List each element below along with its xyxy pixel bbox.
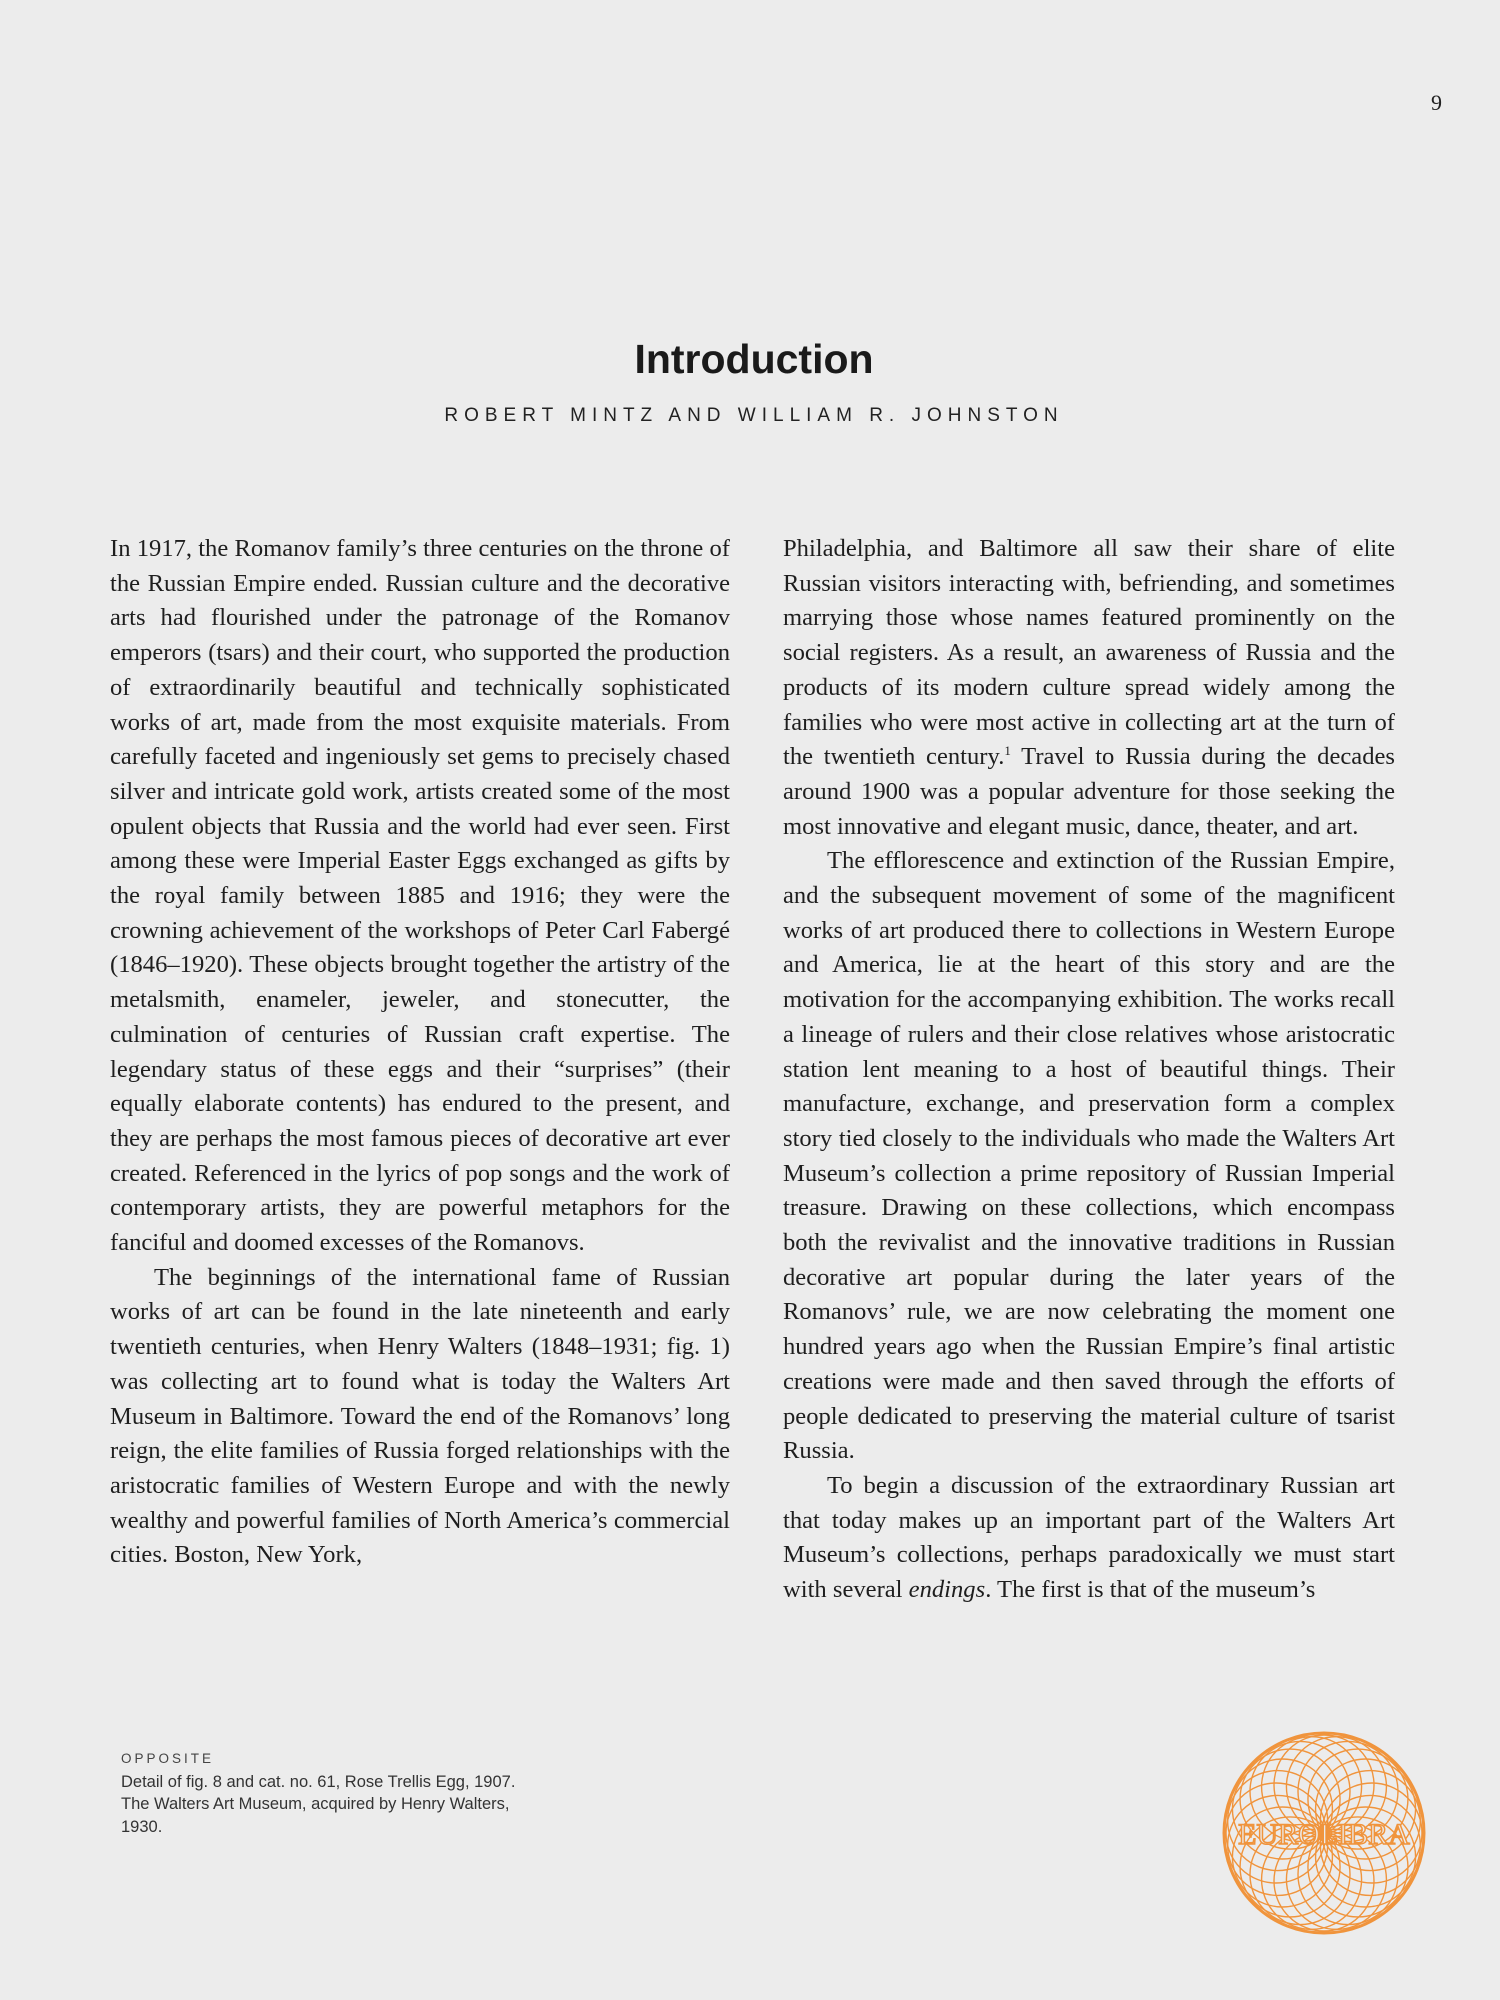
- paragraph: In 1917, the Romanov family’s three centuries on the throne of the Russian Empire ended. Russian culture and the decorative arts had flourished under the patronage of the Romanov emperors (tsars) and their court, who supported the production of extraordinarily beautiful and technically sophisticated works of art, made from the most exquisite materials. From carefully faceted and ingeniously set gems to precisely chased silver and intricate gold work, artists created some of the most opulent objects that Russia and the world had ever seen. First among these were Imperial Easter Eggs exchanged as gifts by the royal family between 1885 and 1916; they were the crowning achievement of the workshops of Peter Carl Fabergé (1846–1920). These objects brought together the artistry of the metalsmith, enameler, jeweler, and stonecutter, the culmination of centuries of Russian craft expertise. The legendary status of these eggs and their “surprises” (their equally elaborate contents) has endured to the present, and they are perhaps the most famous pieces of decorative art ever created. Referenced in the lyrics of pop songs and the work of contemporary artists, they are powerful metaphors for the fanciful and doomed excesses of the Romanovs.: [110, 535, 730, 1257]
- footnote-reference[interactable]: 1: [1004, 743, 1011, 759]
- stamp-text: EUROLIBRA: [1238, 1818, 1410, 1851]
- page-number: 9: [1431, 90, 1442, 115]
- figure-caption: [121, 1748, 581, 1838]
- right-text-column: [783, 532, 1395, 1608]
- italic-text: endings: [908, 1576, 986, 1604]
- paragraph: [783, 1469, 1395, 1608]
- paragraph-text: Philadelphia, and Baltimore all saw their share of elite Russian visitors interacting with, befriending, and sometimes marrying those whose names featured prominently on the social registers. As a result, an awareness of Russia and the products of its modern culture spread widely among the families who were most active in collecting art at the turn of the twentieth century.: [783, 535, 1395, 771]
- caption-line: The Walters Art Museum, acquired by Henry Walters,: [121, 1795, 510, 1813]
- paragraph: The beginnings of the international fame of Russian works of art can be found in the late nineteenth and early twentieth centuries, when Henry Walters (1848–1931; fig. 1) was collecting art to found what is today the Walters Art Museum in Baltimore. Toward the end of the Romanovs’ long reign, the elite families of Russia forged relationships with the aristocratic families of Western Europe and with the newly wealthy and powerful families of North America’s commercial cities. Boston, New York,: [110, 1263, 730, 1569]
- paragraph-text: Travel to Russia during the decades around 1900 was a popular adventure for those seeking the most innovative and elegant music, dance, theater, and art.: [783, 743, 1395, 840]
- paragraph-text: To begin a discussion of the extraordinary Russian art that today makes up an important part of the Walters Art Museum’s collections, perhaps paradoxically we must start with several: [783, 1471, 1395, 1604]
- paragraph: The efflorescence and extinction of the Russian Empire, and the subsequent movement of some of the magnificent works of art produced there to collections in Western Europe and America, lie at the heart of this story and are the motivation for the accompanying exhibition. The works recall a lineage of rulers and their close relatives whose aristocratic station lent meaning to a host of beautiful things. Their manufacture, exchange, and preservation form a complex story tied closely to the individuals who made the Walters Art Museum’s collection a prime repository of Russian Imperial treasure. Drawing on these collections, which encompass both the revivalist and the innovative traditions in Russian decorative art popular during the later years of the Romanovs’ rule, we are now celebrating the moment one hundred years ago when the Russian Empire’s final artistic creations were made and then saved through the efforts of people dedicated to preserving the material culture of tsarist Russia.: [783, 847, 1395, 1465]
- caption-label: OPPOSITE: [121, 1751, 215, 1766]
- caption-line: Detail of fig. 8 and cat. no. 61, Rose Trellis Egg, 1907.: [121, 1772, 516, 1791]
- left-text-column: [110, 532, 730, 1573]
- paragraph-text: . The first is that of the museum’s: [985, 1576, 1316, 1604]
- authors-byline: ROBERT MINTZ AND WILLIAM R. JOHNSTON: [444, 405, 1064, 426]
- paragraph: [783, 532, 1395, 844]
- eurolibra-watermark-stamp: [1221, 1730, 1427, 1936]
- page-title: Introduction: [634, 336, 874, 382]
- caption-line: 1930.: [121, 1817, 163, 1836]
